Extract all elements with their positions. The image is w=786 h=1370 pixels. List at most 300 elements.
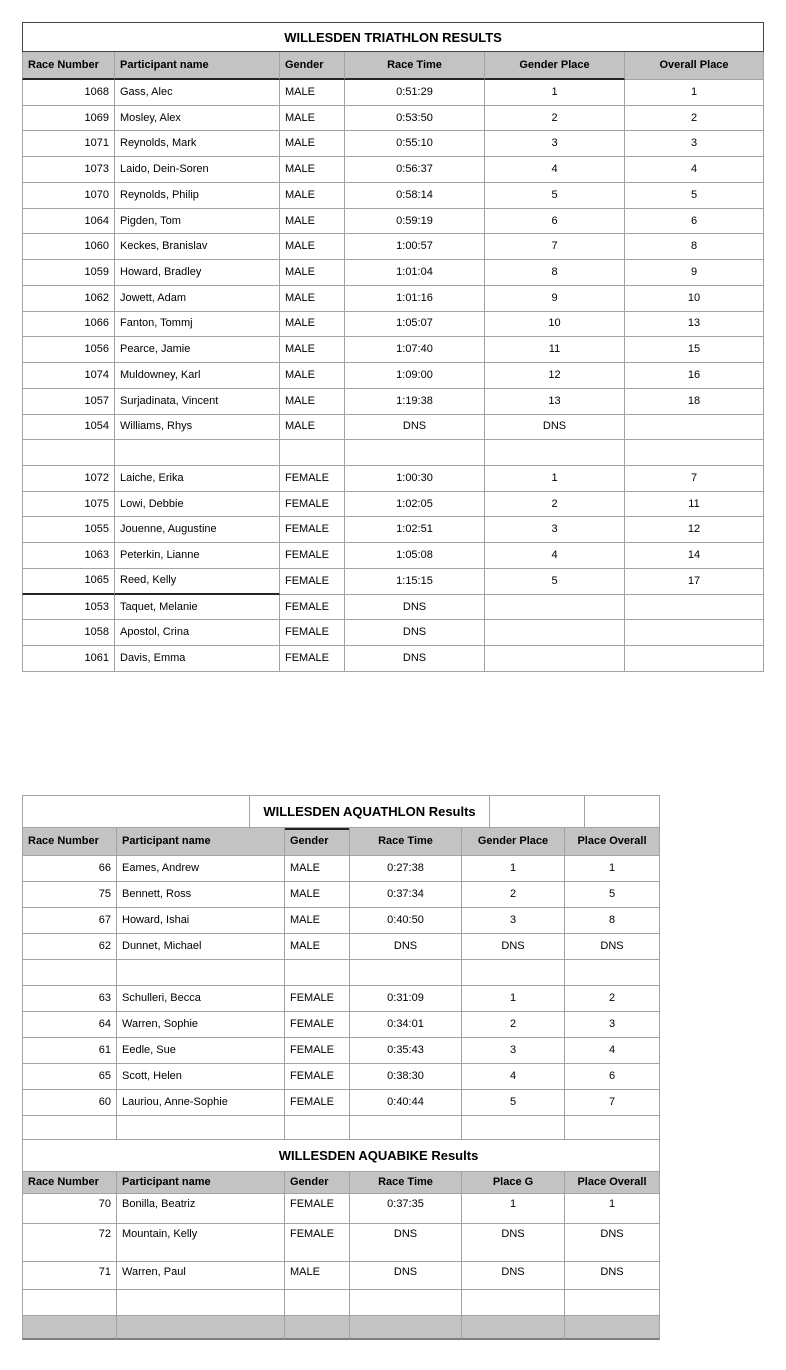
table-cell[interactable]: Davis, Emma: [115, 646, 280, 672]
table-cell[interactable]: MALE: [285, 934, 350, 960]
table-cell[interactable]: [625, 415, 764, 441]
table-cell[interactable]: Gass, Alec: [115, 80, 280, 106]
table-cell[interactable]: 6: [485, 209, 625, 235]
table-cell[interactable]: 10: [625, 286, 764, 312]
table-cell[interactable]: 8: [485, 260, 625, 286]
table-cell[interactable]: DNS: [345, 646, 485, 672]
table-cell[interactable]: 1:09:00: [345, 363, 485, 389]
table-cell[interactable]: 1066: [22, 312, 115, 338]
table-row: [22, 1290, 660, 1316]
table-cell[interactable]: [485, 646, 625, 672]
table-cell[interactable]: 1064: [22, 209, 115, 235]
table-cell[interactable]: 1: [485, 80, 625, 106]
column-header[interactable]: Gender: [280, 52, 345, 80]
table-cell[interactable]: [485, 595, 625, 621]
table-cell[interactable]: [462, 1116, 565, 1140]
table-cell[interactable]: DNS: [345, 415, 485, 441]
table-cell[interactable]: 63: [22, 986, 117, 1012]
table-cell[interactable]: DNS: [485, 415, 625, 441]
table-cell[interactable]: 4: [485, 157, 625, 183]
table-cell[interactable]: 6: [565, 1064, 660, 1090]
table-cell[interactable]: Schulleri, Becca: [117, 986, 285, 1012]
table-cell[interactable]: [350, 960, 462, 986]
table-cell[interactable]: [117, 960, 285, 986]
table-row: [22, 1038, 660, 1064]
table-cell[interactable]: 4: [462, 1064, 565, 1090]
table-cell[interactable]: 7: [485, 234, 625, 260]
table-cell[interactable]: 16: [625, 363, 764, 389]
table-cell[interactable]: [485, 440, 625, 466]
table-cell[interactable]: 67: [22, 908, 117, 934]
table-cell[interactable]: Eedle, Sue: [117, 1038, 285, 1064]
table-cell[interactable]: 0:56:37: [345, 157, 485, 183]
column-header[interactable]: Race Time: [345, 52, 485, 80]
table-cell[interactable]: FEMALE: [285, 1224, 350, 1262]
table-row: [22, 131, 764, 157]
table-cell[interactable]: 4: [485, 543, 625, 569]
table-cell[interactable]: 1069: [22, 106, 115, 132]
table-cell[interactable]: 17: [625, 569, 764, 595]
table-row: [22, 1116, 660, 1140]
table-cell[interactable]: DNS: [462, 934, 565, 960]
table-cell[interactable]: 0:27:38: [350, 856, 462, 882]
table-cell[interactable]: DNS: [345, 595, 485, 621]
table-cell[interactable]: [117, 1116, 285, 1140]
table-row: [22, 106, 764, 132]
table-cell[interactable]: Laiche, Erika: [115, 466, 280, 492]
table-cell[interactable]: [565, 1116, 660, 1140]
column-header[interactable]: Race Number: [22, 52, 115, 80]
column-header[interactable]: Participant name: [117, 828, 285, 856]
table-cell[interactable]: FEMALE: [280, 595, 345, 621]
table-row: [22, 183, 764, 209]
table-cell[interactable]: 1059: [22, 260, 115, 286]
table-cell[interactable]: MALE: [280, 286, 345, 312]
table-cell[interactable]: Warren, Paul: [117, 1262, 285, 1290]
table-cell[interactable]: 5: [485, 569, 625, 595]
table-cell[interactable]: 0:40:50: [350, 908, 462, 934]
table-cell[interactable]: MALE: [280, 363, 345, 389]
table-cell[interactable]: MALE: [280, 80, 345, 106]
table-cell[interactable]: [117, 1316, 285, 1340]
table-cell[interactable]: DNS: [350, 1224, 462, 1262]
column-header[interactable]: Participant name: [117, 1172, 285, 1194]
table-cell[interactable]: MALE: [280, 131, 345, 157]
table-cell[interactable]: DNS: [350, 934, 462, 960]
column-header[interactable]: Gender Place: [485, 52, 625, 80]
table-cell[interactable]: MALE: [280, 260, 345, 286]
table-cell[interactable]: 65: [22, 1064, 117, 1090]
table-cell[interactable]: 4: [625, 157, 764, 183]
table-cell[interactable]: Scott, Helen: [117, 1064, 285, 1090]
column-header[interactable]: Place Overall: [565, 828, 660, 856]
table-cell[interactable]: 1062: [22, 286, 115, 312]
table-cell[interactable]: Reynolds, Philip: [115, 183, 280, 209]
table-cell[interactable]: [22, 1316, 117, 1340]
table-cell[interactable]: 1063: [22, 543, 115, 569]
table-row: [22, 209, 764, 235]
table-cell[interactable]: Muldowney, Karl: [115, 363, 280, 389]
table-cell[interactable]: 1:05:07: [345, 312, 485, 338]
table-cell[interactable]: 1071: [22, 131, 115, 157]
table-cell[interactable]: MALE: [280, 312, 345, 338]
table-row: [22, 543, 764, 569]
table-cell[interactable]: Taquet, Melanie: [115, 595, 280, 621]
table-cell[interactable]: 64: [22, 1012, 117, 1038]
empty-cell[interactable]: [490, 795, 585, 828]
table-cell[interactable]: FEMALE: [285, 1090, 350, 1116]
table-cell[interactable]: FEMALE: [285, 986, 350, 1012]
table-cell[interactable]: Apostol, Crina: [115, 620, 280, 646]
table-cell[interactable]: 66: [22, 856, 117, 882]
table-cell[interactable]: 2: [485, 492, 625, 518]
table-cell[interactable]: 5: [625, 183, 764, 209]
table-row: [22, 960, 660, 986]
table-cell[interactable]: 70: [22, 1194, 117, 1224]
table-cell[interactable]: 3: [462, 1038, 565, 1064]
table-cell[interactable]: 0:53:50: [345, 106, 485, 132]
table-cell[interactable]: 9: [625, 260, 764, 286]
column-header[interactable]: Place G: [462, 1172, 565, 1194]
table-cell[interactable]: 1056: [22, 337, 115, 363]
table-cell[interactable]: 2: [625, 106, 764, 132]
table-cell[interactable]: DNS: [350, 1262, 462, 1290]
table-cell[interactable]: Peterkin, Lianne: [115, 543, 280, 569]
table-cell[interactable]: MALE: [280, 106, 345, 132]
table-row: [22, 934, 660, 960]
table-cell[interactable]: 1072: [22, 466, 115, 492]
table-cell[interactable]: DNS: [462, 1262, 565, 1290]
table-cell[interactable]: 1075: [22, 492, 115, 518]
table-row: [22, 466, 764, 492]
table-row: [22, 1224, 660, 1262]
table-header-row: [22, 52, 764, 80]
column-header[interactable]: Race Number: [22, 828, 117, 856]
table-cell[interactable]: 1:07:40: [345, 337, 485, 363]
table-cell[interactable]: MALE: [285, 908, 350, 934]
table-row: [22, 415, 764, 441]
table-cell[interactable]: [625, 620, 764, 646]
table-cell[interactable]: 13: [625, 312, 764, 338]
table-cell[interactable]: Jowett, Adam: [115, 286, 280, 312]
table-cell[interactable]: 1:01:04: [345, 260, 485, 286]
table-cell[interactable]: 0:37:34: [350, 882, 462, 908]
table-cell[interactable]: Howard, Ishai: [117, 908, 285, 934]
table-cell[interactable]: 0:59:19: [345, 209, 485, 235]
table-cell[interactable]: 3: [485, 517, 625, 543]
table-cell[interactable]: 1054: [22, 415, 115, 441]
table-cell[interactable]: 0:58:14: [345, 183, 485, 209]
table-cell[interactable]: 0:34:01: [350, 1012, 462, 1038]
table-cell[interactable]: 1: [462, 856, 565, 882]
table-title[interactable]: WILLESDEN TRIATHLON RESULTS: [22, 22, 764, 52]
column-header[interactable]: Race Time: [350, 828, 462, 856]
table-cell[interactable]: MALE: [280, 389, 345, 415]
table-cell[interactable]: DNS: [345, 620, 485, 646]
table-cell[interactable]: Reed, Kelly: [115, 569, 280, 595]
table-row: [22, 595, 764, 621]
table-cell[interactable]: 1:19:38: [345, 389, 485, 415]
table-cell[interactable]: FEMALE: [285, 1064, 350, 1090]
table-cell[interactable]: Eames, Andrew: [117, 856, 285, 882]
table-row: [22, 856, 660, 882]
table-cell[interactable]: 2: [485, 106, 625, 132]
table-row: [22, 363, 764, 389]
table-row: [22, 337, 764, 363]
table-header-row: [22, 828, 660, 856]
aquabike-results-table: [22, 1140, 660, 1340]
table-cell[interactable]: DNS: [565, 1224, 660, 1262]
table-cell[interactable]: [565, 960, 660, 986]
empty-cell[interactable]: [22, 795, 250, 828]
table-cell[interactable]: 3: [485, 131, 625, 157]
column-header[interactable]: Gender: [285, 828, 350, 856]
table-row: [22, 286, 764, 312]
table-row: [22, 1064, 660, 1090]
table-cell[interactable]: FEMALE: [280, 620, 345, 646]
table-cell[interactable]: [285, 960, 350, 986]
table-row: [22, 517, 764, 543]
table-cell[interactable]: 1068: [22, 80, 115, 106]
table-cell[interactable]: MALE: [280, 234, 345, 260]
table-cell[interactable]: 15: [625, 337, 764, 363]
table-cell[interactable]: [350, 1116, 462, 1140]
table-row: [22, 1194, 660, 1224]
table-cell[interactable]: 18: [625, 389, 764, 415]
table-cell[interactable]: Surjadinata, Vincent: [115, 389, 280, 415]
table-cell[interactable]: Lowi, Debbie: [115, 492, 280, 518]
table-cell[interactable]: [117, 1290, 285, 1316]
table-cell[interactable]: 8: [625, 234, 764, 260]
table-cell[interactable]: 61: [22, 1038, 117, 1064]
table-cell[interactable]: [462, 960, 565, 986]
empty-cell[interactable]: [585, 795, 660, 828]
table-cell[interactable]: 1: [462, 986, 565, 1012]
table-cell[interactable]: MALE: [280, 337, 345, 363]
table-row: [22, 234, 764, 260]
table-cell[interactable]: 72: [22, 1224, 117, 1262]
table-row: [22, 620, 764, 646]
table-title[interactable]: WILLESDEN AQUATHLON Results: [250, 795, 490, 828]
table-row: [22, 1012, 660, 1038]
table-cell[interactable]: Bonilla, Beatriz: [117, 1194, 285, 1224]
table-cell[interactable]: [22, 440, 115, 466]
table-row: [22, 986, 660, 1012]
table-cell[interactable]: [285, 1316, 350, 1340]
table-cell[interactable]: 2: [462, 882, 565, 908]
table-cell[interactable]: FEMALE: [285, 1038, 350, 1064]
table-cell[interactable]: 0:51:29: [345, 80, 485, 106]
column-header[interactable]: Gender Place: [462, 828, 565, 856]
table-cell[interactable]: 8: [565, 908, 660, 934]
table-cell[interactable]: MALE: [285, 882, 350, 908]
column-header[interactable]: Race Number: [22, 1172, 117, 1194]
table-row: [22, 1316, 660, 1340]
table-cell[interactable]: 1061: [22, 646, 115, 672]
table-cell[interactable]: 60: [22, 1090, 117, 1116]
table-cell[interactable]: 3: [565, 1012, 660, 1038]
column-header[interactable]: Race Time: [350, 1172, 462, 1194]
table-cell[interactable]: 1:02:51: [345, 517, 485, 543]
table-cell[interactable]: FEMALE: [280, 543, 345, 569]
table-cell[interactable]: 1:00:30: [345, 466, 485, 492]
table-cell[interactable]: 3: [625, 131, 764, 157]
table-cell[interactable]: FEMALE: [280, 646, 345, 672]
table-cell[interactable]: 1:01:16: [345, 286, 485, 312]
table-cell[interactable]: 1057: [22, 389, 115, 415]
table-cell[interactable]: 1055: [22, 517, 115, 543]
table-cell[interactable]: DNS: [462, 1224, 565, 1262]
table-cell[interactable]: [285, 1290, 350, 1316]
table-cell[interactable]: 10: [485, 312, 625, 338]
table-cell[interactable]: 1074: [22, 363, 115, 389]
table-cell[interactable]: FEMALE: [285, 1012, 350, 1038]
table-cell[interactable]: [345, 440, 485, 466]
table-cell[interactable]: 6: [625, 209, 764, 235]
table-cell[interactable]: 1053: [22, 595, 115, 621]
table-cell[interactable]: 2: [565, 986, 660, 1012]
table-cell[interactable]: 1:15:15: [345, 569, 485, 595]
table-cell[interactable]: 1:02:05: [345, 492, 485, 518]
table-cell[interactable]: 0:37:35: [350, 1194, 462, 1224]
table-cell[interactable]: Reynolds, Mark: [115, 131, 280, 157]
table-cell[interactable]: Pigden, Tom: [115, 209, 280, 235]
table-cell[interactable]: 7: [625, 466, 764, 492]
table-cell[interactable]: Williams, Rhys: [115, 415, 280, 441]
table-cell[interactable]: MALE: [280, 415, 345, 441]
table-cell[interactable]: [115, 440, 280, 466]
table-cell[interactable]: 1073: [22, 157, 115, 183]
table-cell[interactable]: 1070: [22, 183, 115, 209]
table-cell[interactable]: MALE: [285, 1262, 350, 1290]
table-cell[interactable]: 3: [462, 908, 565, 934]
table-row: [22, 80, 764, 106]
table-cell[interactable]: MALE: [280, 209, 345, 235]
table-cell[interactable]: Laido, Dein-Soren: [115, 157, 280, 183]
table-cell[interactable]: MALE: [280, 183, 345, 209]
table-cell[interactable]: 0:35:43: [350, 1038, 462, 1064]
table-row: [22, 389, 764, 415]
table-cell[interactable]: 1: [625, 80, 764, 106]
table-cell[interactable]: MALE: [280, 157, 345, 183]
table-row: [22, 260, 764, 286]
table-cell[interactable]: [280, 440, 345, 466]
table-cell[interactable]: Bennett, Ross: [117, 882, 285, 908]
table-cell[interactable]: 1: [462, 1194, 565, 1224]
table-cell[interactable]: 11: [625, 492, 764, 518]
table-cell[interactable]: 1:00:57: [345, 234, 485, 260]
table-cell[interactable]: 1: [565, 856, 660, 882]
table-cell[interactable]: 1060: [22, 234, 115, 260]
table-cell[interactable]: FEMALE: [280, 466, 345, 492]
table-cell[interactable]: Fanton, Tommj: [115, 312, 280, 338]
table-cell[interactable]: [22, 960, 117, 986]
table-cell[interactable]: DNS: [565, 934, 660, 960]
table-cell[interactable]: 9: [485, 286, 625, 312]
table-cell[interactable]: Pearce, Jamie: [115, 337, 280, 363]
table-cell[interactable]: 0:38:30: [350, 1064, 462, 1090]
table-cell[interactable]: [350, 1316, 462, 1340]
table-title[interactable]: WILLESDEN AQUABIKE Results: [22, 1140, 660, 1172]
table-cell[interactable]: [462, 1316, 565, 1340]
table-cell[interactable]: 4: [565, 1038, 660, 1064]
table-cell[interactable]: Mosley, Alex: [115, 106, 280, 132]
table-cell[interactable]: 11: [485, 337, 625, 363]
table-cell[interactable]: Keckes, Branislav: [115, 234, 280, 260]
table-row: [22, 569, 764, 595]
table-cell[interactable]: [625, 646, 764, 672]
table-cell[interactable]: 1058: [22, 620, 115, 646]
table-cell[interactable]: FEMALE: [280, 569, 345, 595]
table-cell[interactable]: DNS: [565, 1262, 660, 1290]
table-cell[interactable]: [625, 440, 764, 466]
table-cell[interactable]: FEMALE: [280, 517, 345, 543]
table-cell[interactable]: [485, 620, 625, 646]
table-cell[interactable]: Howard, Bradley: [115, 260, 280, 286]
column-header[interactable]: Overall Place: [625, 52, 764, 80]
table-cell[interactable]: 1065: [22, 569, 115, 595]
table-cell[interactable]: 14: [625, 543, 764, 569]
table-row: [22, 157, 764, 183]
table-cell[interactable]: Mountain, Kelly: [117, 1224, 285, 1262]
column-header[interactable]: Gender: [285, 1172, 350, 1194]
table-cell[interactable]: Warren, Sophie: [117, 1012, 285, 1038]
column-header[interactable]: Participant name: [115, 52, 280, 80]
table-cell[interactable]: MALE: [285, 856, 350, 882]
table-row: [22, 492, 764, 518]
table-cell[interactable]: 13: [485, 389, 625, 415]
table-cell[interactable]: [22, 1116, 117, 1140]
table-cell[interactable]: Lauriou, Anne-Sophie: [117, 1090, 285, 1116]
table-cell[interactable]: 71: [22, 1262, 117, 1290]
table-cell[interactable]: [625, 595, 764, 621]
table-cell[interactable]: 12: [625, 517, 764, 543]
table-cell[interactable]: FEMALE: [285, 1194, 350, 1224]
table-cell[interactable]: 1: [565, 1194, 660, 1224]
table-cell[interactable]: 7: [565, 1090, 660, 1116]
table-cell[interactable]: [285, 1116, 350, 1140]
table-title-row: [22, 22, 764, 52]
table-cell[interactable]: 75: [22, 882, 117, 908]
table-cell[interactable]: 0:55:10: [345, 131, 485, 157]
table-cell[interactable]: 12: [485, 363, 625, 389]
table-cell[interactable]: [565, 1316, 660, 1340]
table-row: [22, 908, 660, 934]
table-cell[interactable]: [350, 1290, 462, 1316]
table-cell[interactable]: Dunnet, Michael: [117, 934, 285, 960]
table-cell[interactable]: 0:31:09: [350, 986, 462, 1012]
table-row: [22, 646, 764, 672]
table-cell[interactable]: [22, 1290, 117, 1316]
column-header[interactable]: Place Overall: [565, 1172, 660, 1194]
table-cell[interactable]: 2: [462, 1012, 565, 1038]
table-header-row: [22, 1172, 660, 1194]
table-cell[interactable]: 0:40:44: [350, 1090, 462, 1116]
table-cell[interactable]: 5: [565, 882, 660, 908]
table-cell[interactable]: 5: [485, 183, 625, 209]
table-title-row: [22, 795, 660, 828]
table-cell[interactable]: [462, 1290, 565, 1316]
table-row: [22, 312, 764, 338]
table-cell[interactable]: 1: [485, 466, 625, 492]
table-cell[interactable]: 62: [22, 934, 117, 960]
table-cell[interactable]: 1:05:08: [345, 543, 485, 569]
table-row: [22, 1262, 660, 1290]
table-cell[interactable]: 5: [462, 1090, 565, 1116]
table-cell[interactable]: Jouenne, Augustine: [115, 517, 280, 543]
table-cell[interactable]: [565, 1290, 660, 1316]
table-cell[interactable]: FEMALE: [280, 492, 345, 518]
